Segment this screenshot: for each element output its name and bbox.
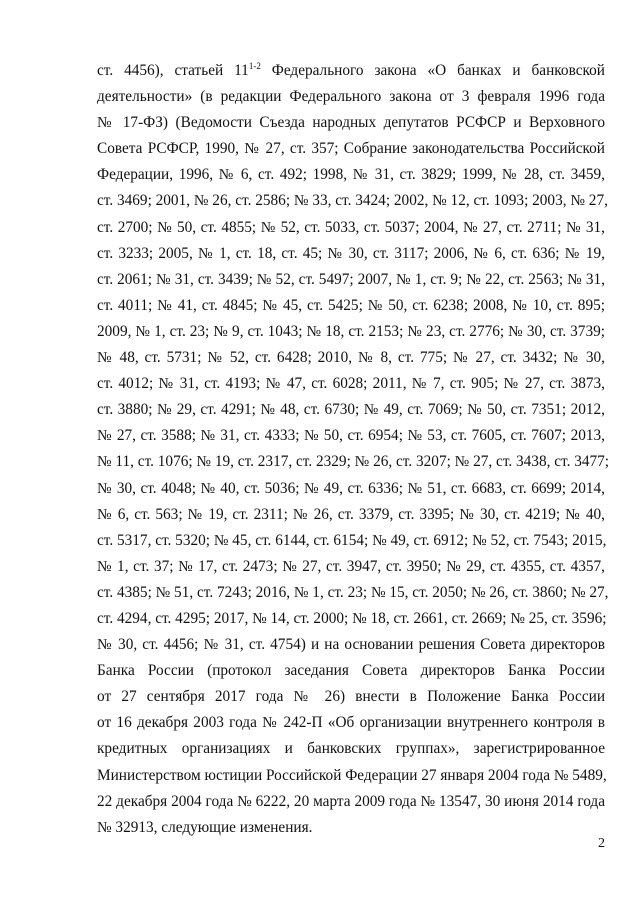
text-line	[97, 136, 605, 162]
text-segment: Совета РСФСР, 1990, № 27, ст. 357; Собрание законодательства Российской	[97, 140, 605, 158]
text-line	[97, 815, 605, 841]
text-segment: 2009, № 1, ст. 23; № 9, ст. 1043; № 18, ст. 2153; № 23, ст. 2776; № 30, ст. 3739;	[97, 322, 605, 340]
text-segment: ст. 4012; № 31, ст. 4193; № 47, ст. 6028; 2011, № 7, ст. 905; № 27, ст. 3873,	[97, 375, 605, 393]
text-line	[97, 658, 605, 684]
text-segment: ст. 5317, ст. 5320; № 45, ст. 6144, ст. 6154; № 49, ст. 6912; № 52, ст. 7543; 2015,	[97, 531, 607, 549]
text-line	[97, 554, 605, 580]
text-segment: от 27 сентября 2017 года № 26) внести в Положение Банка России	[97, 688, 605, 706]
text-segment: № 30, ст. 4048; № 40, ст. 5036; № 49, ст. 6336; № 51, ст. 6683, ст. 6699; 2014,	[97, 479, 605, 497]
text-segment: ст. 4385; № 51, ст. 7243; 2016, № 1, ст. 23; № 15, ст. 2050; № 26, ст. 3860; № 27,	[97, 583, 609, 601]
text-segment: № 11, ст. 1076; № 19, ст. 2317, ст. 2329; № 26, ст. 3207; № 27, ст. 3438, ст. 3477;	[97, 453, 610, 471]
text-line	[97, 293, 605, 319]
text-segment: ст. 4011; № 41, ст. 4845; № 45, ст. 5425; № 50, ст. 6238; 2008, № 10, ст. 895;	[97, 296, 605, 314]
text-line	[97, 319, 605, 345]
text-line	[97, 84, 605, 110]
text-segment: Министерством юстиции Российской Федерации 27 января 2004 года № 5489,	[97, 766, 607, 784]
text-line	[97, 345, 605, 371]
text-segment: № 17-ФЗ) (Ведомости Съезда народных депутатов РСФСР и Верховного	[97, 114, 605, 132]
text-segment: № 6, ст. 563; № 19, ст. 2311; № 26, ст. 3379, ст. 3395; № 30, ст. 4219; № 40,	[97, 505, 605, 523]
text-line	[97, 241, 605, 267]
text-line	[97, 710, 605, 736]
text-line	[97, 476, 605, 502]
text-segment: ст. 3233; 2005, № 1, ст. 18, ст. 45; № 30, ст. 3117; 2006, № 6, ст. 636; № 19,	[97, 244, 605, 262]
text-line	[97, 528, 605, 554]
text-line	[97, 502, 605, 528]
text-line	[97, 162, 605, 188]
text-line	[97, 423, 605, 449]
text-line	[97, 580, 609, 606]
text-line	[97, 632, 605, 658]
text-line	[97, 684, 605, 710]
text-line	[97, 606, 605, 632]
text-segment: № 1, ст. 37; № 17, ст. 2473; № 27, ст. 3947, ст. 3950; № 29, ст. 4355, ст. 4357,	[97, 557, 605, 575]
text-line	[97, 371, 605, 397]
text-line	[97, 188, 608, 214]
text-line	[97, 736, 605, 762]
text-segment: Федерации, 1996, № 6, ст. 492; 1998, № 31, ст. 3829; 1999, № 28, ст. 3459,	[97, 166, 605, 184]
superscript: 1-2	[248, 61, 261, 71]
text-segment: № 48, ст. 5731; № 52, ст. 6428; 2010, № 8, ст. 775; № 27, ст. 3432; № 30,	[97, 349, 605, 367]
text-segment: № 30, ст. 4456; № 31, ст. 4754) и на основании решения Совета директоров	[97, 636, 605, 654]
text-line	[97, 763, 605, 789]
text-line	[97, 110, 605, 136]
text-segment: ст. 2700; № 50, ст. 4855; № 52, ст. 5033, ст. 5037; 2004, № 27, ст. 2711; № 31,	[97, 218, 605, 236]
text-segment: 22 декабря 2004 года № 6222, 20 марта 2009 года № 13547, 30 июня 2014 года	[97, 792, 605, 810]
text-segment: ст. 3880; № 29, ст. 4291; № 48, ст. 6730; № 49, ст. 7069; № 50, ст. 7351; 2012,	[97, 401, 605, 419]
text-segment: кредитных организациях и банковских группах», зарегистрированное	[97, 740, 605, 758]
text-line	[97, 397, 605, 423]
text-line	[97, 58, 605, 84]
text-segment: ст. 2061; № 31, ст. 3439; № 52, ст. 5497; 2007, № 1, ст. 9; № 22, ст. 2563; № 31,	[97, 270, 605, 288]
text-segment: деятельности» (в редакции Федерального закона от 3 февраля 1996 года	[97, 88, 605, 106]
text-segment: № 32913, следующие изменения.	[97, 818, 313, 836]
text-segment: ст. 4456), статьей 11	[97, 62, 249, 79]
text-segment: от 16 декабря 2003 года № 242-П «Об организации внутреннего контроля в	[97, 714, 605, 732]
text-segment: ст. 3469; 2001, № 26, ст. 2586; № 33, ст. 3424; 2002, № 12, ст. 1093; 2003, № 27,	[97, 192, 608, 210]
text-line	[97, 449, 610, 475]
text-line	[97, 267, 605, 293]
text-segment: ст. 4294, ст. 4295; 2017, № 14, ст. 2000; № 18, ст. 2661, ст. 2669; № 25, ст. 3596;	[97, 609, 607, 627]
text-segment: № 27, ст. 3588; № 31, ст. 4333; № 50, ст. 6954; № 53, ст. 7605, ст. 7607; 2013,	[97, 427, 605, 445]
text-segment: Федерального закона «О банках и банковской	[260, 62, 605, 79]
text-segment: Банка России (протокол заседания Совета директоров Банка России	[97, 662, 605, 680]
text-line	[97, 215, 605, 241]
text-line	[97, 789, 605, 815]
page-number: 2	[598, 836, 605, 851]
body-paragraph	[97, 58, 610, 841]
